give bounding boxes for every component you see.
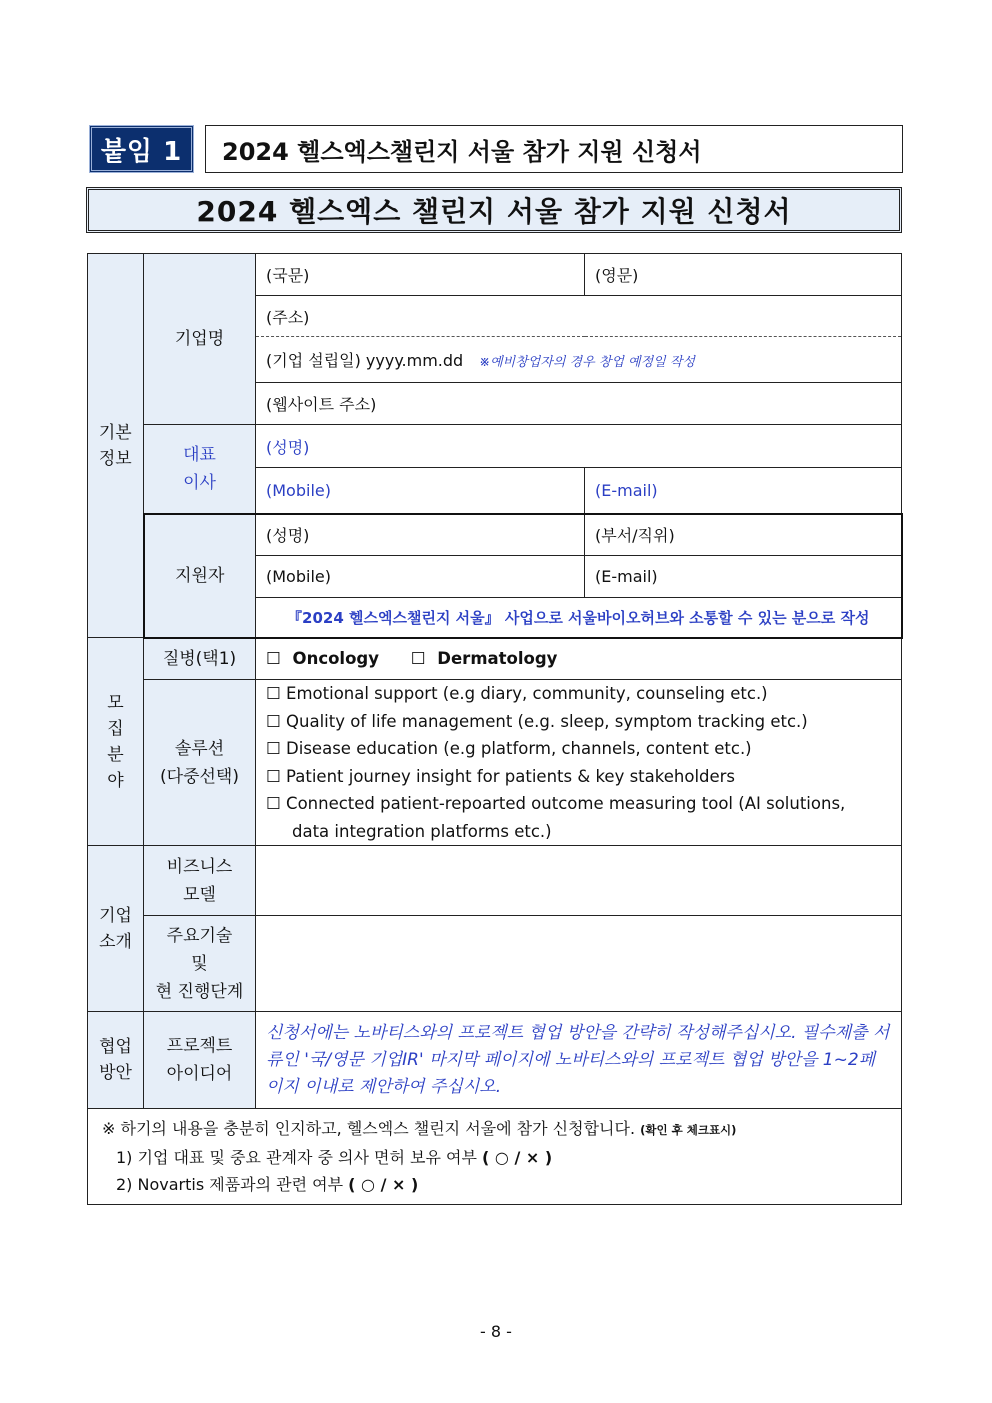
confirm-item-2-text: 2) Novartis 제품과의 관련 여부 — [116, 1175, 344, 1194]
basic-info-category — [88, 254, 144, 638]
checkbox-icon: ☐ — [266, 739, 281, 758]
company-korean-name-field[interactable]: (국문) — [256, 254, 585, 296]
basic-info-label: 기본 정보 — [98, 422, 132, 469]
ceo-mobile-field[interactable]: (Mobile) — [256, 468, 585, 514]
website-field[interactable]: (웹사이트 주소) — [256, 383, 902, 425]
header-title: 2024 헬스엑스챌린지 서울 참가 지원 신청서 — [205, 125, 903, 173]
dermatology-checkbox[interactable]: ☐ — [410, 649, 426, 669]
solution-option-label: Patient journey insight for patients & key stakeholders — [286, 766, 736, 786]
checkbox-icon: ☐ — [266, 711, 281, 731]
solution-option-label: Quality of life management (e.g. sleep, symptom tracking etc.) — [286, 711, 808, 731]
disease-label-cell — [144, 638, 256, 680]
company-intro-category — [88, 846, 144, 1012]
company-english-name-field[interactable]: (영문) — [585, 254, 902, 296]
checkbox-icon: ☐ — [266, 766, 281, 786]
collab-category — [88, 1012, 144, 1109]
solution-options — [256, 680, 902, 846]
disease-label: 질병(택1) — [162, 648, 237, 669]
page-number: - 8 - — [480, 1322, 512, 1341]
company-name-label: 기업명 — [174, 329, 225, 349]
application-form-table — [87, 253, 903, 1205]
confirm-main-text: ※ 하기의 내용을 충분히 인지하고, 헬스엑스 챌린지 서울에 참가 신청합니다. — [102, 1119, 636, 1138]
solution-option-2[interactable] — [266, 708, 891, 736]
business-model-field[interactable] — [256, 846, 902, 916]
solution-option-5[interactable] — [266, 790, 891, 818]
solution-option-3[interactable] — [266, 735, 891, 763]
applicant-label: 지원자 — [175, 565, 225, 586]
solution-label-cell — [144, 680, 256, 846]
confirm-item-1-mark[interactable]: ( ○ / × ) — [482, 1148, 553, 1167]
collab-label: 협업 방안 — [99, 1037, 132, 1083]
attachment-tag: 붙임 1 — [89, 125, 194, 173]
oncology-checkbox[interactable]: ☐ — [266, 649, 281, 669]
project-idea-label: 프로젝트 아이디어 — [166, 1036, 233, 1084]
confirm-note: (확인 후 체크표시) — [640, 1123, 737, 1137]
ceo-email-field[interactable]: (E-mail) — [585, 468, 902, 514]
founded-date-label: (기업 설립일) yyyy.mm.dd — [266, 351, 464, 370]
solution-option-label: Disease education (e.g platform, channels, content etc.) — [286, 739, 752, 758]
tech-field[interactable] — [256, 916, 902, 1012]
confirm-item-2 — [102, 1171, 887, 1198]
checkbox-icon: ☐ — [266, 684, 281, 703]
oncology-label: Oncology — [292, 649, 379, 669]
ceo-name-field[interactable]: (성명) — [256, 425, 902, 468]
applicant-note: 『2024 헬스엑스챌린지 서울』 사업으로 서울바이오허브와 소통할 수 있는 분으로 작성 — [256, 598, 902, 638]
confirm-item-2-mark[interactable]: ( ○ / × ) — [348, 1175, 419, 1194]
ceo-label: 대표 이사 — [183, 444, 216, 493]
founded-date-field[interactable] — [256, 337, 902, 383]
company-address-field[interactable]: (주소) — [256, 296, 902, 337]
dermatology-label: Dermatology — [437, 649, 558, 669]
confirm-item-1 — [102, 1144, 887, 1171]
applicant-dept-field[interactable]: (부서/직위) — [585, 514, 902, 556]
solution-label: 솔루션 (다중선택) — [160, 738, 239, 787]
solution-option-1[interactable] — [266, 680, 891, 708]
company-name-label-cell — [144, 254, 256, 425]
checkbox-icon: ☐ — [266, 794, 281, 813]
recruit-category — [88, 638, 144, 846]
recruit-label: 모 집 분 야 — [107, 692, 124, 791]
project-idea-label-cell — [144, 1012, 256, 1109]
solution-option-5-continuation: data integration platforms etc.) — [292, 821, 552, 841]
company-intro-label: 기업 소개 — [99, 905, 132, 952]
applicant-label-cell — [144, 514, 256, 638]
business-model-label-cell — [144, 846, 256, 916]
tech-label-cell — [144, 916, 256, 1012]
solution-option-label: Emotional support (e.g diary, community, counseling etc.) — [286, 684, 768, 703]
disease-options — [256, 638, 902, 680]
ceo-label-cell — [144, 425, 256, 514]
confirm-main — [102, 1115, 887, 1144]
header-row — [89, 125, 903, 173]
solution-option-label: Connected patient-repoarted outcome measuring tool (AI solutions, — [286, 794, 846, 813]
applicant-mobile-field[interactable]: (Mobile) — [256, 556, 585, 598]
project-idea-field[interactable]: 신청서에는 노바티스와의 프로젝트 협업 방안을 간략히 작성해주십시오. 필수제출 서류인 '국/영문 기업IR' 마지막 페이지에 노바티스와의 프로젝트 협업 방안을 1~2페이지 이내로 제안하여 주십시오. — [256, 1012, 902, 1109]
confirm-item-1-text: 1) 기업 대표 및 중요 관계자 중 의사 면허 보유 여부 — [116, 1148, 477, 1167]
solution-option-4[interactable] — [266, 763, 891, 791]
form-title: 2024 헬스엑스 챌린지 서울 참가 지원 신청서 — [86, 187, 902, 233]
applicant-name-field[interactable]: (성명) — [256, 514, 585, 556]
business-model-label: 비즈니스 모델 — [166, 856, 233, 905]
founded-date-note: ※예비창업자의 경우 창업 예정일 작성 — [479, 355, 695, 370]
applicant-email-field[interactable]: (E-mail) — [585, 556, 902, 598]
confirmation-section — [88, 1109, 902, 1205]
tech-label: 주요기술 및 현 진행단계 — [155, 925, 244, 1002]
